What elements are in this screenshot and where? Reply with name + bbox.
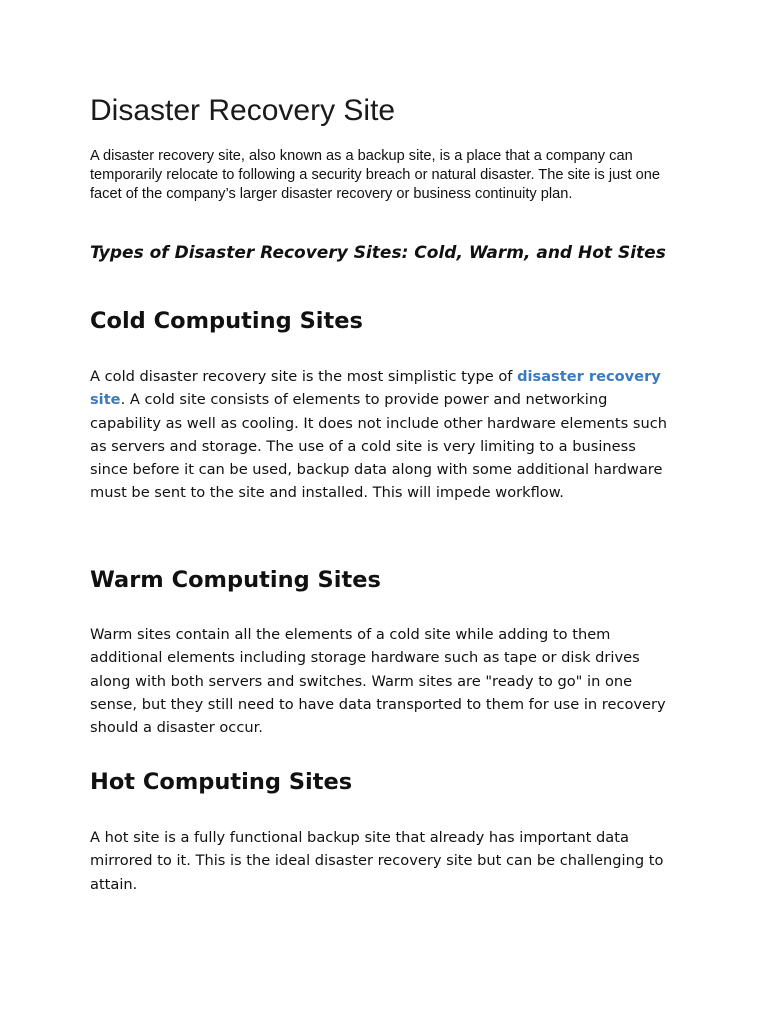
cold-text-after-link: . A cold site consists of elements to provide power and networking capability as well as cooling. It does not include other hardware elements such as servers and storage. The use of a cold site is very limiting to a business since before it can be used, backup data along with some additional hardware must be sent to the site and installed. This will impede workflow. bbox=[90, 391, 667, 502]
subtitle: Types of Disaster Recovery Sites: Cold, Warm, and Hot Sites bbox=[90, 243, 666, 263]
page-title: Disaster Recovery Site bbox=[90, 94, 396, 127]
section-body-cold bbox=[90, 365, 675, 505]
section-heading-hot: Hot Computing Sites bbox=[90, 769, 353, 795]
section-heading-warm: Warm Computing Sites bbox=[90, 567, 381, 593]
section-body-warm: Warm sites contain all the elements of a cold site while adding to them additional elements including storage hardware such as tape or disk drives along with both servers and switches. Warm sites are "ready to go" in one sense, but they still need to have data transported to them for use in recovery should a disaster occur. bbox=[90, 626, 666, 737]
cold-text-before-link: A cold disaster recovery site is the most simplistic type of bbox=[90, 368, 518, 385]
section-body-hot: A hot site is a fully functional backup site that already has important data mirrored to it. This is the ideal disaster recovery site but can be challenging to attain. bbox=[90, 829, 664, 893]
section-heading-cold: Cold Computing Sites bbox=[90, 308, 363, 334]
disaster-recovery-site-link[interactable]: disaster recovery site bbox=[90, 368, 661, 409]
intro-paragraph: A disaster recovery site, also known as a backup site, is a place that a company can temporarily relocate to following a security breach or natural disaster. The site is just one facet of the company’s larger disaster recovery or business continuity plan. bbox=[90, 148, 660, 202]
